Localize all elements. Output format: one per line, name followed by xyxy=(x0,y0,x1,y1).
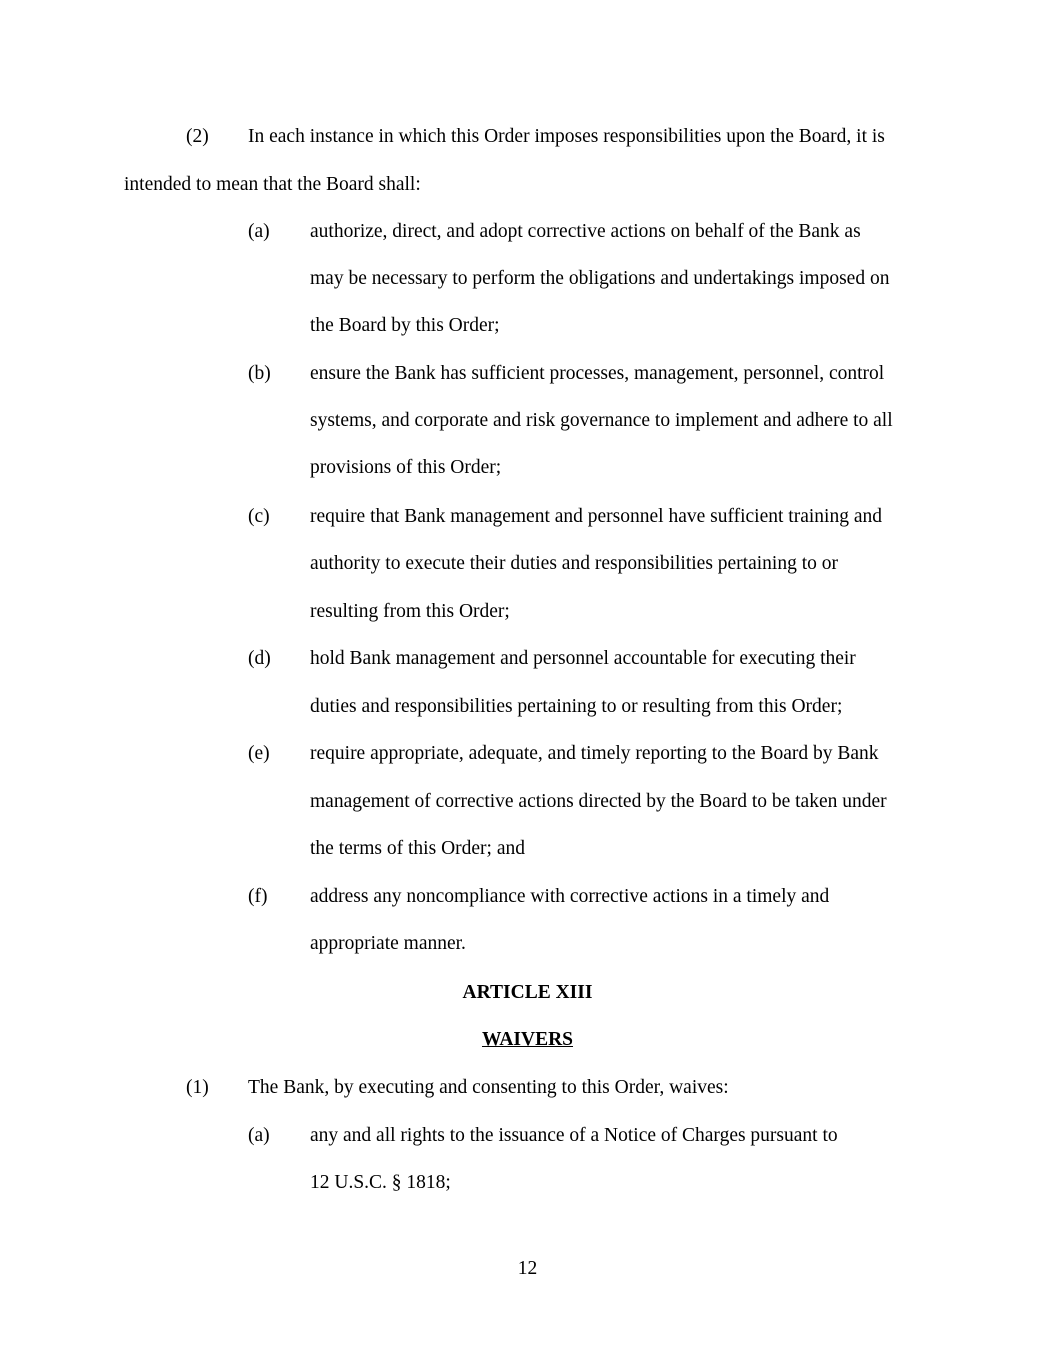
item-text: may be necessary to perform the obligations and undertakings imposed on xyxy=(310,268,890,289)
item-text: address any noncompliance with corrective actions in a timely and xyxy=(310,886,830,907)
paragraph-text: The Bank, by executing and consenting to this Order, waives: xyxy=(248,1077,729,1098)
item-text: duties and responsibilities pertaining to or resulting from this Order; xyxy=(310,696,843,717)
item-label: (b) xyxy=(248,363,271,384)
item-text: ensure the Bank has sufficient processes, management, personnel, control xyxy=(310,363,885,384)
item-text: hold Bank management and personnel accountable for executing their xyxy=(310,648,856,669)
item-text: provisions of this Order; xyxy=(310,457,502,478)
item-text: appropriate manner. xyxy=(310,933,466,954)
item-text: authorize, direct, and adopt corrective actions on behalf of the Bank as xyxy=(310,221,861,242)
item-label: (c) xyxy=(248,506,270,527)
item-label: (a) xyxy=(248,221,270,242)
item-text: systems, and corporate and risk governance to implement and adhere to all xyxy=(310,410,893,431)
item-label: (d) xyxy=(248,648,271,669)
item-text: resulting from this Order; xyxy=(310,601,510,622)
article-number-text: ARTICLE XIII xyxy=(462,982,593,1003)
item-text: 12 U.S.C. § 1818; xyxy=(310,1172,451,1193)
item-text: the Board by this Order; xyxy=(310,315,500,336)
item-label: (e) xyxy=(248,743,270,764)
item-text: authority to execute their duties and responsibilities pertaining to or xyxy=(310,553,838,574)
item-text: require appropriate, adequate, and timely reporting to the Board by Bank xyxy=(310,743,879,764)
article-title-text: WAIVERS xyxy=(481,1029,574,1050)
article-number xyxy=(0,981,1055,1005)
paragraph-label: (2) xyxy=(186,126,209,147)
item-label: (f) xyxy=(248,886,268,907)
item-text: the terms of this Order; and xyxy=(310,838,525,859)
paragraph-text: In each instance in which this Order imposes responsibilities upon the Board, it is xyxy=(248,126,885,147)
item-text: management of corrective actions directed by the Board to be taken under xyxy=(310,791,887,812)
paragraph-text: intended to mean that the Board shall: xyxy=(124,174,421,195)
item-label: (a) xyxy=(248,1125,270,1146)
article-title xyxy=(0,1028,1055,1052)
item-text: require that Bank management and personnel have sufficient training and xyxy=(310,506,882,527)
paragraph-label: (1) xyxy=(186,1077,209,1098)
page-number: 12 xyxy=(517,1258,538,1279)
item-text: any and all rights to the issuance of a Notice of Charges pursuant to xyxy=(310,1125,838,1146)
